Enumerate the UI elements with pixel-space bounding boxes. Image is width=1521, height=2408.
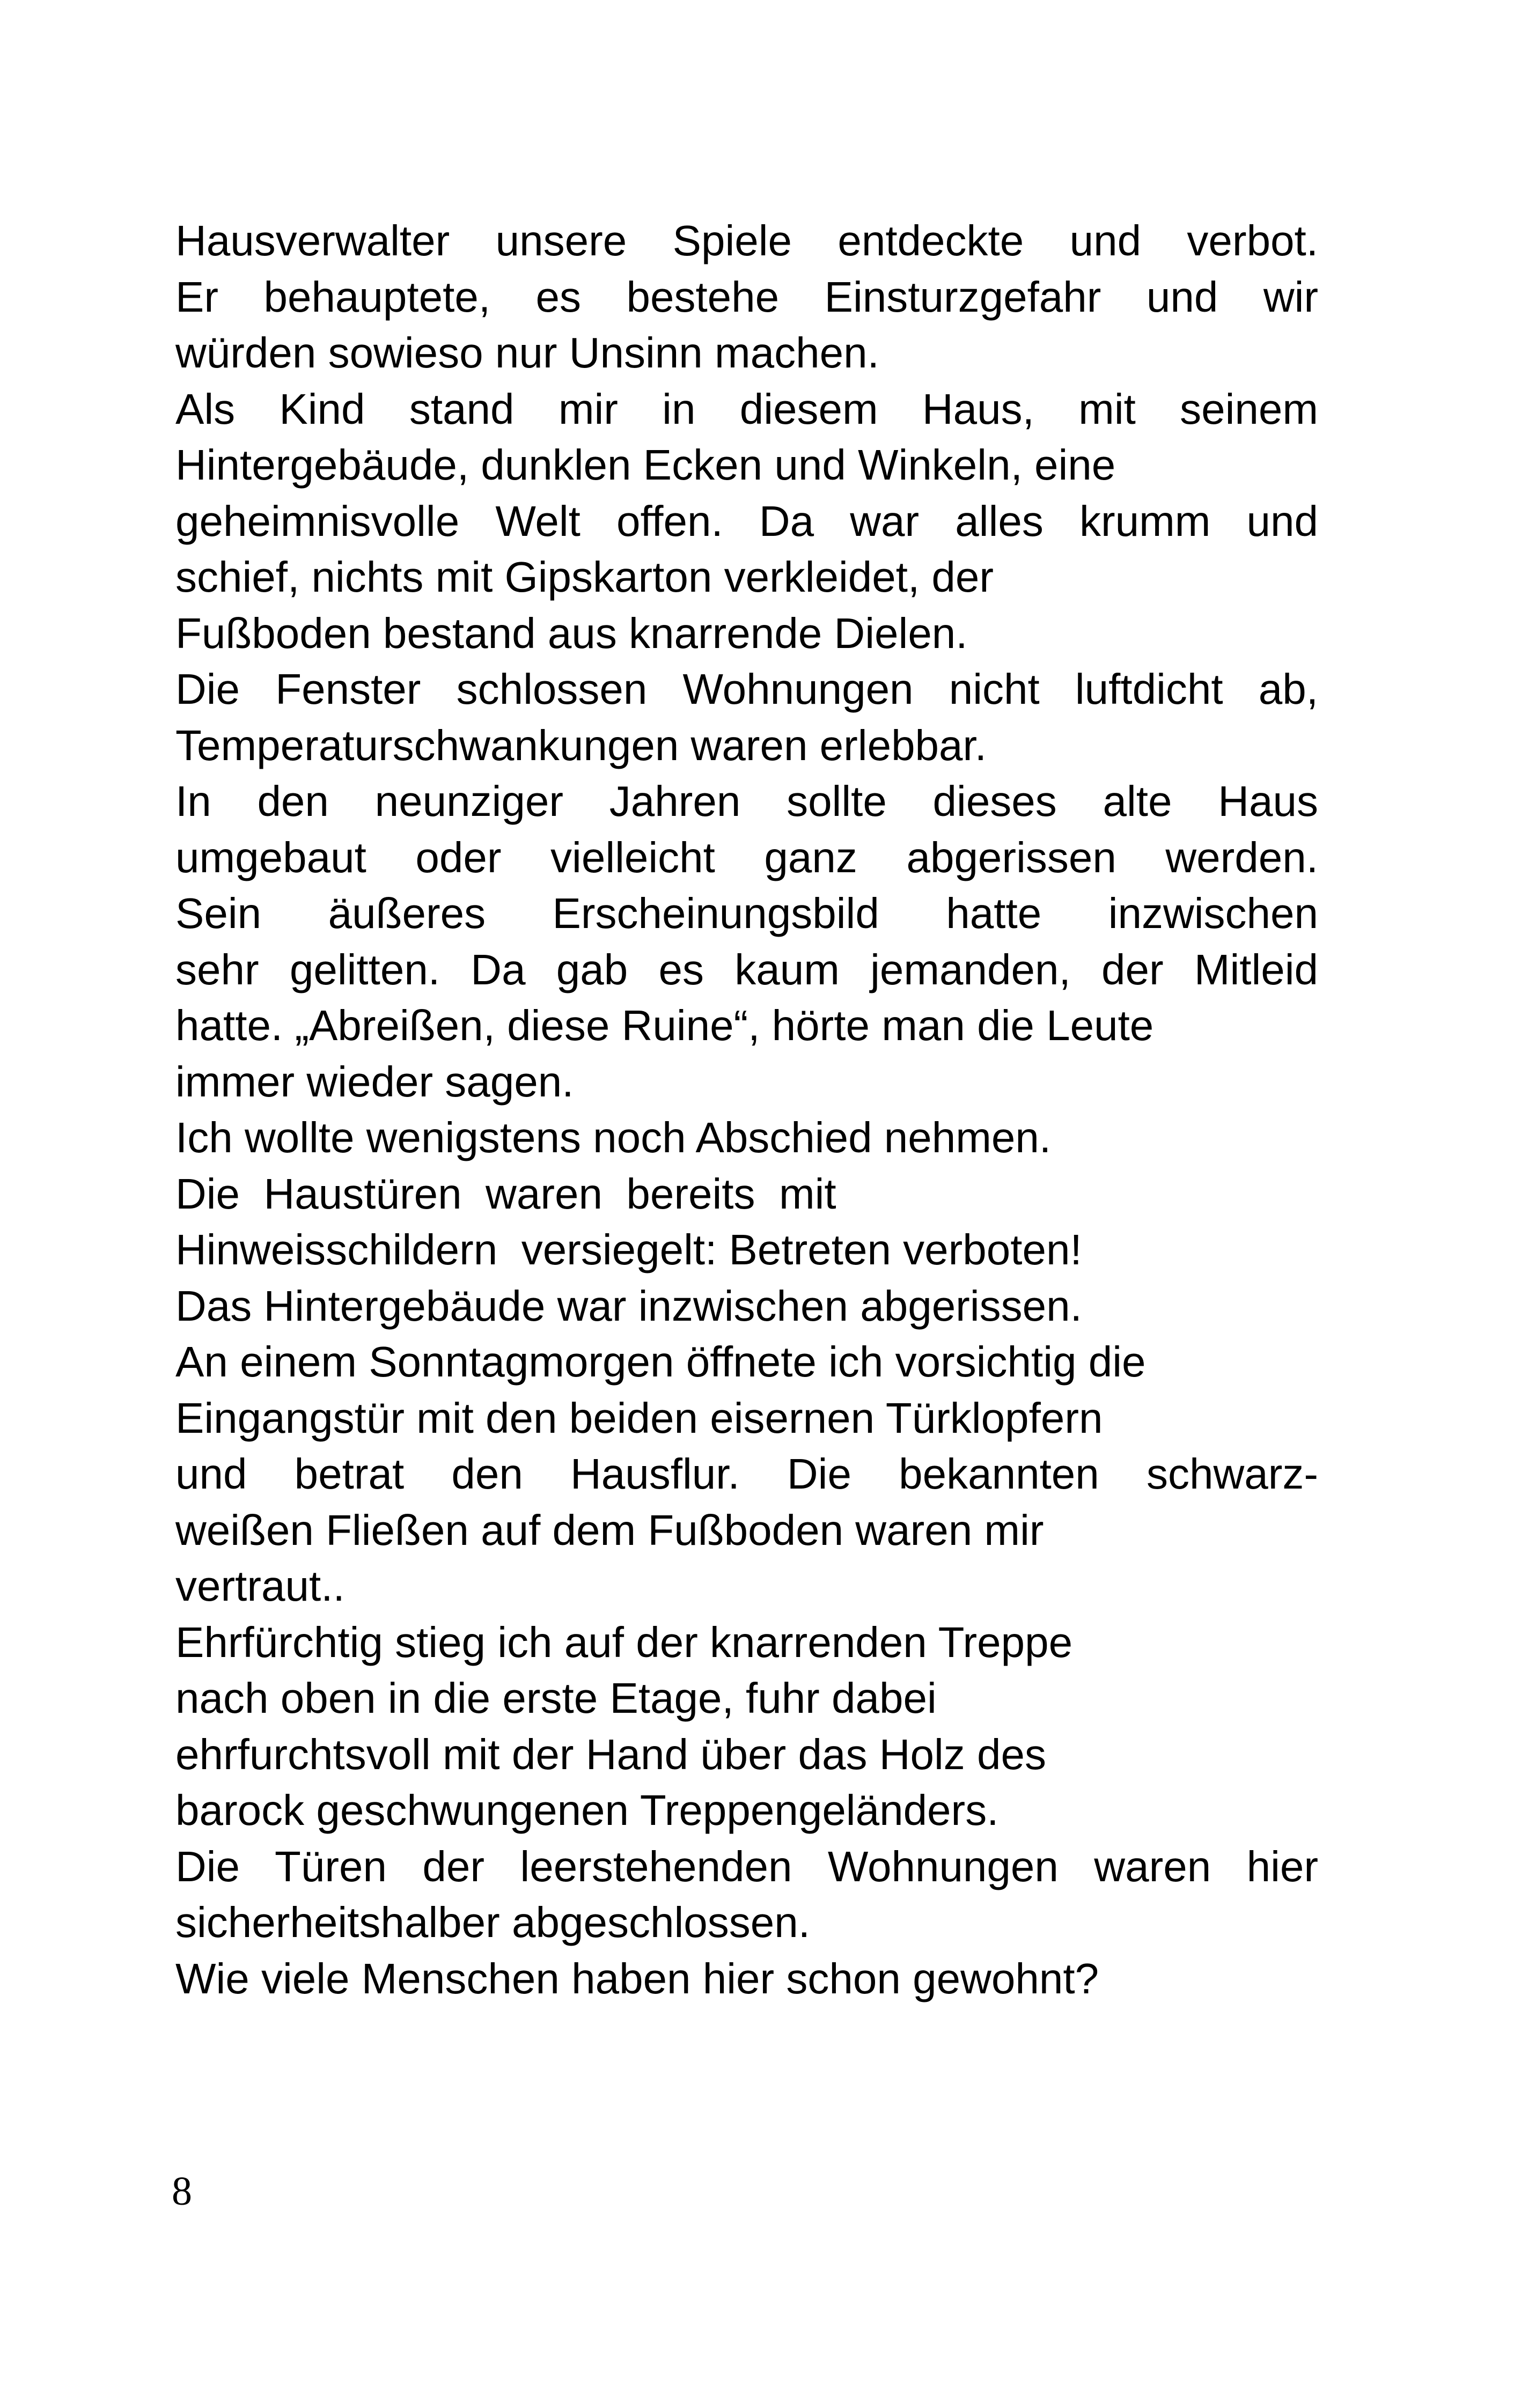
text-line: Fußboden bestand aus knarrende Dielen.	[175, 609, 968, 657]
text-line: Eingangstür mit den beiden eisernen Türklopfern	[175, 1394, 1103, 1442]
text-line: Ehrfürchtig stieg ich auf der knarrenden Treppe	[175, 1618, 1073, 1666]
text-line: Ich wollte wenigstens noch Abschied nehmen.	[175, 1114, 1052, 1161]
page-number: 8	[172, 2169, 192, 2214]
text-line: sehr gelitten. Da gab es kaum jemanden, der Mitleid	[175, 945, 1318, 993]
text-line: An einem Sonntagmorgen öffnete ich vorsichtig die	[175, 1338, 1146, 1386]
text-line: Hausverwalter unsere Spiele entdeckte und verbot.	[175, 217, 1318, 264]
text-line: ehrfurchtsvoll mit der Hand über das Holz des	[175, 1730, 1046, 1778]
text-line: Er behauptete, es bestehe Einsturzgefahr und wir	[175, 273, 1318, 321]
text-line: In den neunziger Jahren sollte dieses alte Haus	[175, 777, 1318, 825]
text-line: würden sowieso nur Unsinn machen.	[175, 329, 879, 377]
text-line: Als Kind stand mir in diesem Haus, mit seinem	[175, 385, 1318, 433]
body-text	[175, 213, 1318, 2007]
text-line: sicherheitshalber abgeschlossen.	[175, 1898, 810, 1946]
text-line: Wie viele Menschen haben hier schon gewohnt?	[175, 1954, 1099, 2002]
text-line: schief, nichts mit Gipskarton verkleidet, der	[175, 553, 994, 601]
text-line: geheimnisvolle Welt offen. Da war alles krumm und	[175, 497, 1318, 545]
text-line: Temperaturschwankungen waren erlebbar.	[175, 721, 987, 769]
text-line: Hinweisschildern versiegelt: Betreten verboten!	[175, 1226, 1082, 1273]
text-line: immer wieder sagen.	[175, 1057, 574, 1106]
text-line: Sein äußeres Erscheinungsbild hatte inzwischen	[175, 889, 1318, 937]
text-line: Hintergebäude, dunklen Ecken und Winkeln, eine	[175, 441, 1116, 489]
text-line: vertraut..	[175, 1562, 345, 1610]
text-line: Das Hintergebäude war inzwischen abgerissen.	[175, 1282, 1082, 1330]
text-line: und betrat den Hausflur. Die bekannten schwarz-	[175, 1450, 1318, 1498]
text-line: Die Haustüren waren bereits mit	[175, 1169, 836, 1218]
text-line: umgebaut oder vielleicht ganz abgerissen werden.	[175, 833, 1318, 881]
text-line: hatte. „Abreißen, diese Ruine“, hörte man die Leute	[175, 1002, 1154, 1049]
text-line: Die Türen der leerstehenden Wohnungen waren hier	[175, 1842, 1318, 1890]
text-line: weißen Fließen auf dem Fußboden waren mir	[175, 1506, 1044, 1554]
text-line: Die Fenster schlossen Wohnungen nicht luftdicht ab,	[175, 665, 1318, 713]
text-line: barock geschwungenen Treppengeländers.	[175, 1786, 999, 1834]
text-line: nach oben in die erste Etage, fuhr dabei	[175, 1674, 937, 1722]
